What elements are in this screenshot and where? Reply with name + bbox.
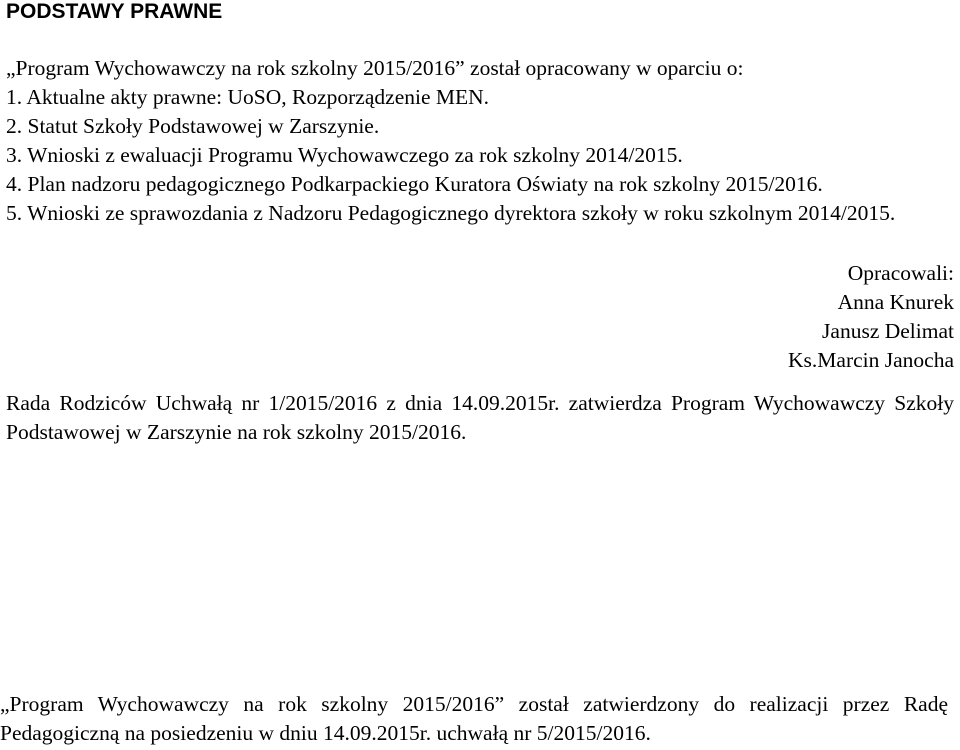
authors-block [6,259,954,375]
author-name: Janusz Delimat [822,319,954,343]
parents-council-resolution: Rada Rodziców Uchwałą nr 1/2015/2016 z dnia 14.09.2015r. zatwierdza Program Wychowawczy Szkoły Podstawowej w Zarszynie na rok szkolny 2015/2016. [6,391,954,444]
legal-basis-item: 5. Wnioski ze sprawozdania z Nadzoru Pedagogicznego dyrektora szkoły w roku szkolnym 2014/2015. [6,201,896,225]
document-page [6,0,954,447]
intro-paragraph: „Program Wychowawczy na rok szkolny 2015/2016” został opracowany w oparciu o: [6,56,744,80]
legal-basis-item: 2. Statut Szkoły Podstawowej w Zarszynie. [6,114,380,138]
legal-basis-item: 3. Wnioski z ewaluacji Programu Wychowawczego za rok szkolny 2014/2015. [6,143,683,167]
section-heading: PODSTAWY PRAWNE [6,0,223,23]
author-name: Ks.Marcin Janocha [788,348,954,372]
legal-basis-item: 4. Plan nadzoru pedagogicznego Podkarpackiego Kuratora Oświaty na rok szkolny 2015/2016. [6,172,823,196]
prepared-by-label: Opracowali: [847,261,954,285]
legal-basis-list [6,83,954,228]
pedagogical-council-approval: „Program Wychowawczy na rok szkolny 2015/2016” został zatwierdzony do realizacji przez Radę Pedagogiczną na posiedzeniu w dniu 14.09.2015r. uchwałą nr 5/2015/2016. [0,692,948,745]
legal-basis-item: 1. Aktualne akty prawne: UoSO, Rozporządzenie MEN. [6,85,490,109]
author-name: Anna Knurek [837,290,954,314]
